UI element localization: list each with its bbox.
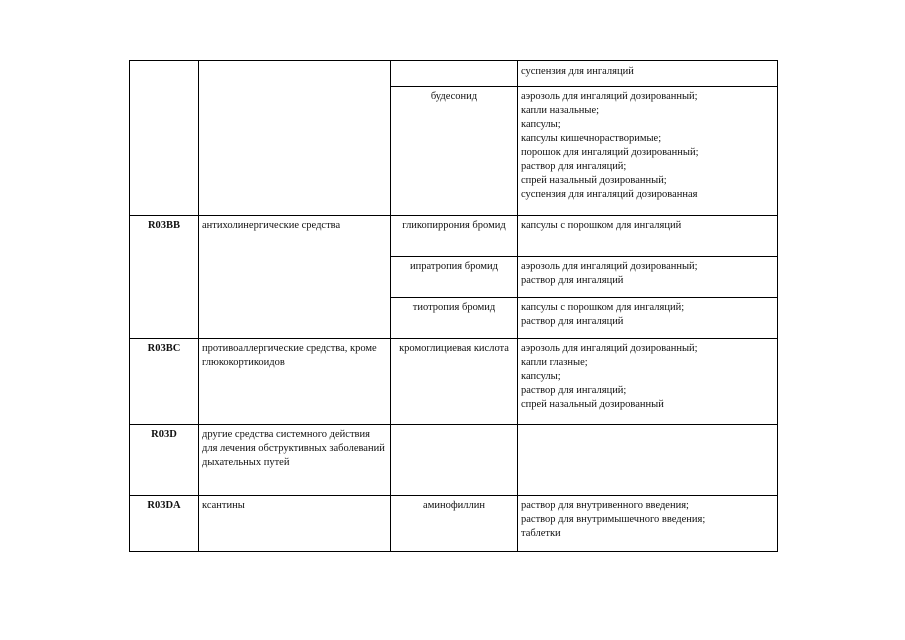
dosage-forms-cell (518, 298, 778, 339)
substance-cell (391, 87, 518, 216)
dosage-form: раствор для ингаляций; (521, 385, 627, 396)
dosage-form: аэрозоль для ингаляций дозированный; (521, 91, 698, 102)
substance-cell (391, 496, 518, 552)
dosage-forms-cell (518, 61, 778, 87)
dosage-form: спрей назальный дозированный; (521, 175, 667, 186)
dosage-form: таблетки (521, 528, 561, 539)
dosage-form: спрей назальный дозированный (521, 399, 664, 410)
dosage-forms-cell (518, 87, 778, 216)
drug-classification-table (129, 60, 778, 552)
dosage-form: раствор для ингаляций (521, 275, 624, 286)
atc-code: R03DA (147, 500, 181, 511)
group-name: ксантины (202, 500, 245, 511)
group-name: другие средства системного действия для лечения обструктивных заболеваний дыхательных путей (202, 429, 385, 468)
dosage-forms-cell (518, 339, 778, 425)
dosage-form: раствор для ингаляций (521, 316, 624, 327)
group-name-cell (199, 339, 391, 425)
dosage-form: раствор для ингаляций; (521, 161, 627, 172)
group-name-cell (199, 61, 391, 216)
substance-name: гликопиррония бромид (402, 220, 506, 231)
atc-code-cell (130, 61, 199, 216)
substance-cell (391, 61, 518, 87)
substance-cell (391, 298, 518, 339)
dosage-form: капсулы с порошком для ингаляций (521, 220, 682, 231)
dosage-form: капсулы с порошком для ингаляций; (521, 302, 685, 313)
dosage-form: раствор для внутривенного введения; (521, 500, 689, 511)
dosage-form: аэрозоль для ингаляций дозированный; (521, 343, 698, 354)
dosage-form: суспензия для ингаляций (521, 66, 634, 77)
atc-code: R03D (151, 429, 177, 440)
dosage-form: капсулы кишечнорастворимые; (521, 133, 662, 144)
substance-name: тиотропия бромид (412, 302, 496, 313)
substance-name: аминофиллин (423, 500, 485, 511)
dosage-form: капли назальные; (521, 105, 600, 116)
substance-name: будесонид (430, 91, 478, 102)
atc-code-cell (130, 339, 199, 425)
group-name-cell (199, 425, 391, 496)
dosage-form: порошок для ингаляций дозированный; (521, 147, 699, 158)
dosage-form: раствор для внутримышечного введения; (521, 514, 706, 525)
atc-code-cell (130, 425, 199, 496)
dosage-form: суспензия для ингаляций дозированная (521, 189, 698, 200)
dosage-form: аэрозоль для ингаляций дозированный; (521, 261, 698, 272)
atc-code: R03BB (147, 220, 181, 231)
substance-name: кромоглициевая кислота (399, 343, 509, 354)
dosage-form: капсулы; (521, 371, 561, 382)
dosage-forms-cell (518, 496, 778, 552)
dosage-forms-cell (518, 425, 778, 496)
dosage-forms-cell (518, 216, 778, 257)
group-name: противоаллергические средства, кроме глюкокортикоидов (202, 343, 377, 368)
substance-name: ипратропия бромид (409, 261, 499, 272)
table-row (130, 216, 778, 257)
substance-cell (391, 216, 518, 257)
atc-code-cell (130, 496, 199, 552)
dosage-form: капсулы; (521, 119, 561, 130)
group-name: антихолинергические средства (202, 220, 341, 231)
table-row (130, 339, 778, 425)
atc-code: R03BC (147, 343, 181, 354)
group-name-cell (199, 216, 391, 339)
group-name-cell (199, 496, 391, 552)
dosage-form: капли глазные; (521, 357, 588, 368)
table-row (130, 61, 778, 87)
table-row (130, 496, 778, 552)
substance-cell (391, 257, 518, 298)
dosage-forms-cell (518, 257, 778, 298)
table-row (130, 425, 778, 496)
substance-cell (391, 339, 518, 425)
substance-cell (391, 425, 518, 496)
atc-code-cell (130, 216, 199, 339)
